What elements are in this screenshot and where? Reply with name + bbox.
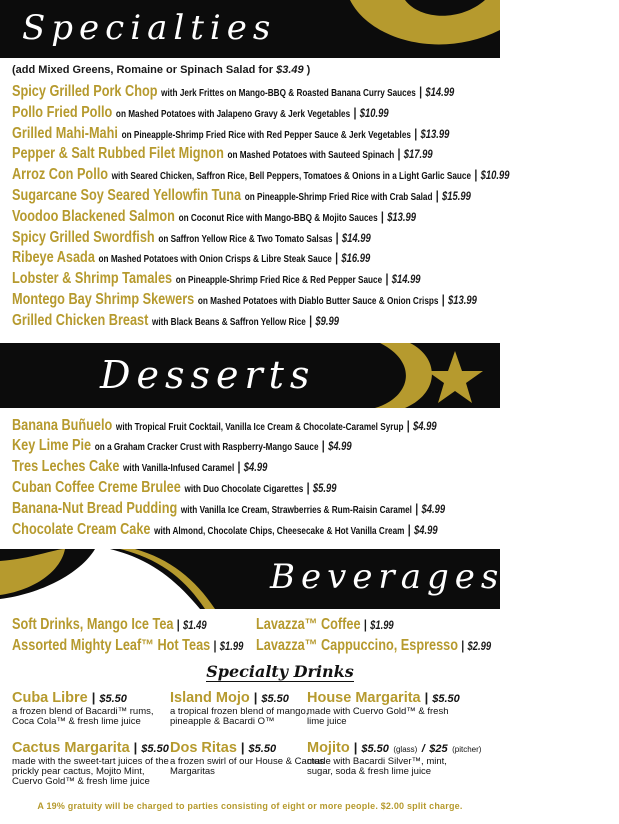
item-description: with Jerk Frittes on Mango-BBQ & Roasted Banana Curry Sauces [161, 88, 416, 99]
menu-item: Pollo Fried Pollo on Mashed Potatoes with Jalapeno Gravy & Jerk Vegetables | $10.99 [12, 103, 389, 121]
drink-item: Mojito | $5.50 (glass) / $25 (pitcher) made with Bacardi Silver™, mint, sugar, soda & fresh lime juice [307, 740, 482, 778]
drink-price-pitcher: $25 [429, 743, 448, 756]
item-description: on Pineapple-Shrimp Fried Rice & Red Pepper Sauce [175, 275, 383, 287]
item-name: Chocolate Cream Cake [12, 520, 151, 538]
item-price: $1.99 [219, 641, 244, 654]
item-price: $9.99 [315, 315, 340, 328]
item-price: $16.99 [341, 253, 371, 266]
specialties-title: Specialties [22, 8, 277, 48]
item-name: Voodoo Blackened Salmon [12, 207, 175, 225]
salad-note-close: ) [306, 64, 311, 76]
item-description: with Vanilla-Infused Caramel [123, 463, 235, 475]
gold-wave-icon [0, 549, 240, 609]
item-description: on Mashed Potatoes with Onion Crisps & Libre Steak Sauce [98, 254, 332, 266]
item-name: Ribeye Asada [12, 249, 95, 267]
desserts-header [0, 343, 500, 408]
item-name: Banana-Nut Bread Pudding [12, 499, 178, 517]
item-name: Cuban Coffee Creme Brulee [12, 478, 181, 496]
item-name: Pepper & Salt Rubbed Filet Mignon [12, 145, 224, 163]
item-name: Grilled Chicken Breast [12, 311, 149, 329]
desserts-title: Desserts [100, 352, 316, 397]
item-name: Pollo Fried Pollo [12, 103, 113, 121]
item-name: Banana Buñuelo [12, 416, 113, 434]
item-description: on Coconut Rice with Mango-BBQ & Mojito Sauces [178, 212, 378, 224]
item-price: $1.99 [370, 620, 394, 633]
specialty-drinks-header [0, 659, 500, 685]
drink-description: made with the sweet-tart juices of the prickly pear cactus, Mojito Mint, Cuervo Gold™ & fresh lime juice [12, 756, 169, 788]
menu-item: Cuban Coffee Creme Brulee with Duo Chocolate Cigarettes | $5.99 [12, 478, 337, 496]
gold-swirl-icon [310, 0, 500, 58]
menu-item: Spicy Grilled Pork Chop with Jerk Frittes on Mango-BBQ & Roasted Banana Curry Sauces | $14.99 [12, 83, 455, 100]
item-name: Lobster & Shrimp Tamales [12, 270, 173, 288]
item-price: $13.99 [447, 294, 477, 307]
item-description: on Pineapple-Shrimp Fried Rice with Crab Salad [244, 191, 433, 203]
specialty-drinks-list [0, 685, 500, 797]
item-name: Lavazza™ Cappuccino, Espresso [256, 637, 459, 655]
item-description: with Duo Chocolate Cigarettes [184, 483, 304, 495]
drink-description: a tropical frozen blend of mango, pineapple & Bacardi O™ [170, 706, 309, 728]
beverage-item: Assorted Mighty Leaf™ Hot Teas | $1.99 [12, 637, 244, 655]
item-description: with Black Beans & Saffron Yellow Rice [151, 316, 306, 328]
menu-item: Lobster & Shrimp Tamales on Pineapple-Shrimp Fried Rice & Red Pepper Sauce | $14.99 [12, 270, 421, 288]
item-description: with Seared Chicken, Saffron Rice, Bell Peppers, Tomatoes & Onions in a Light Garlic Sauce [111, 171, 472, 183]
drink-item: Island Mojo | $5.50 a tropical frozen blend of mango, pineapple & Bacardi O™ [170, 689, 330, 727]
drink-description: a frozen swirl of our House & Cactus Margaritas [170, 756, 325, 778]
item-price: $14.99 [425, 87, 455, 99]
drink-price: $5.50 [261, 693, 289, 706]
item-price: $5.99 [312, 482, 337, 495]
specialties-list [0, 78, 510, 332]
drink-item: Cuba Libre | $5.50 a frozen blend of Bacardi™ rums, Coca Cola™ & fresh lime juice [12, 689, 172, 727]
drink-price: $5.50 [432, 693, 460, 706]
menu-item: Banana Buñuelo with Tropical Fruit Cocktail, Vanilla Ice Cream & Chocolate-Caramel Syrup | $4.99 [12, 416, 437, 434]
item-price: $17.99 [403, 149, 433, 162]
drink-item: Cactus Margarita | $5.50 made with the sweet-tart juices of the prickly pear cactus, Mojito Mint, Cuervo Gold™ & fresh lime juice [12, 739, 172, 787]
item-name: Soft Drinks, Mango Ice Tea [12, 616, 174, 634]
item-price: $1.49 [183, 620, 207, 633]
drink-description: made with Cuervo Gold™ & fresh lime juice [307, 706, 449, 728]
menu-item: Sugarcane Soy Seared Yellowfin Tuna on Pineapple-Shrimp Fried Rice with Crab Salad | $15.99 [12, 186, 471, 204]
item-price: $4.99 [243, 462, 268, 475]
drink-item: Dos Ritas | $5.50 a frozen swirl of our House & Cactus Margaritas [170, 739, 330, 777]
item-name: Spicy Grilled Pork Chop [12, 83, 158, 100]
beverage-item: Lavazza™ Coffee | $1.99 [256, 616, 394, 634]
drink-name: Island Mojo [170, 690, 250, 707]
item-description: with Almond, Chocolate Chips, Cheesecake & Hot Vanilla Cream [154, 525, 405, 537]
item-name: Key Lime Pie [12, 437, 92, 455]
item-name: Spicy Grilled Swordfish [12, 228, 155, 246]
desserts-list [0, 408, 500, 541]
salad-note [12, 64, 500, 78]
drink-name: Dos Ritas [170, 740, 237, 757]
item-description: with Vanilla Ice Cream, Strawberries & Rum-Raisin Caramel [180, 504, 412, 516]
item-description: on Pineapple-Shrimp Fried Rice with Red Pepper Sauce & Jerk Vegetables [121, 129, 411, 141]
drink-description: made with Bacardi Silver™, mint, sugar, soda & fresh lime juice [307, 756, 447, 778]
item-price: $14.99 [341, 232, 371, 245]
menu-item: Montego Bay Shrimp Skewers on Mashed Potatoes with Diablo Butter Sauce & Onion Crisps | $13.99 [12, 290, 477, 308]
item-price: $15.99 [442, 190, 471, 203]
drink-name: House Margarita [307, 690, 421, 707]
item-price: $13.99 [420, 128, 450, 141]
beverages-header [0, 549, 505, 609]
item-name: Arroz Con Pollo [12, 166, 109, 184]
drink-name: Cactus Margarita [12, 740, 130, 757]
item-description: on Mashed Potatoes with Diablo Butter Sauce & Onion Crisps [197, 295, 439, 307]
menu-item: Tres Leches Cake with Vanilla-Infused Caramel | $4.99 [12, 458, 268, 476]
menu-item: Key Lime Pie on a Graham Cracker Crust with Raspberry-Mango Sauce | $4.99 [12, 437, 352, 455]
beverages-title: Beverages [270, 557, 505, 598]
drink-price: $5.50 [99, 693, 127, 706]
drink-price-pitcher-note: (pitcher) [452, 745, 482, 755]
item-price: $2.99 [467, 641, 492, 654]
moon-star-icon [360, 343, 500, 408]
drink-price: $5.50 [361, 743, 389, 756]
salad-note-price: $3.49 [276, 64, 304, 76]
item-name: Montego Bay Shrimp Skewers [12, 290, 195, 308]
drink-name: Cuba Libre [12, 690, 88, 707]
item-description: with Tropical Fruit Cocktail, Vanilla Ice Cream & Chocolate-Caramel Syrup [115, 421, 404, 433]
item-price: $10.99 [480, 170, 510, 183]
menu-item: Ribeye Asada on Mashed Potatoes with Onion Crisps & Libre Steak Sauce | $16.99 [12, 249, 371, 267]
item-name: Lavazza™ Coffee [256, 616, 361, 634]
item-price: $4.99 [421, 503, 446, 516]
item-description: on Saffron Yellow Rice & Two Tomato Salsas [158, 233, 333, 245]
item-name: Tres Leches Cake [12, 458, 120, 476]
item-price: $4.99 [413, 524, 438, 537]
menu-item: Spicy Grilled Swordfish on Saffron Yellow Rice & Two Tomato Salsas | $14.99 [12, 228, 371, 246]
drink-price-note: (glass) [393, 745, 418, 755]
item-price: $10.99 [359, 107, 389, 120]
beverage-item: Soft Drinks, Mango Ice Tea | $1.49 [12, 616, 207, 634]
item-description: on a Graham Cracker Crust with Raspberry-Mango Sauce [94, 442, 319, 454]
beverages-list [0, 615, 500, 659]
item-description: on Mashed Potatoes with Sauteed Spinach [227, 150, 395, 162]
menu-item: Grilled Mahi-Mahi on Pineapple-Shrimp Fried Rice with Red Pepper Sauce & Jerk Vegetables | $13.99 [12, 124, 450, 142]
drink-name: Mojito [307, 740, 350, 757]
item-price: $4.99 [413, 420, 437, 433]
item-price: $14.99 [391, 274, 421, 287]
item-price: $13.99 [387, 211, 417, 224]
menu-item: Banana-Nut Bread Pudding with Vanilla Ice Cream, Strawberries & Rum-Raisin Caramel | $4.99 [12, 499, 446, 517]
beverage-item: Lavazza™ Cappuccino, Espresso | $2.99 [256, 637, 492, 655]
menu-item: Chocolate Cream Cake with Almond, Chocolate Chips, Cheesecake & Hot Vanilla Cream | $4.99 [12, 520, 438, 538]
item-description: on Mashed Potatoes with Jalapeno Gravy & Jerk Vegetables [115, 108, 351, 120]
item-name: Grilled Mahi-Mahi [12, 124, 118, 142]
item-name: Assorted Mighty Leaf™ Hot Teas [12, 637, 211, 655]
menu-item: Pepper & Salt Rubbed Filet Mignon on Mashed Potatoes with Sauteed Spinach | $17.99 [12, 145, 433, 163]
salad-note-text: (add Mixed Greens, Romaine or Spinach Salad for [12, 64, 274, 76]
specialty-drinks-title: Specialty Drinks [206, 659, 354, 682]
gratuity-note: A 19% gratuity will be charged to parties consisting of eight or more people. $2.00 split charge. [37, 801, 463, 811]
menu-item: Grilled Chicken Breast with Black Beans & Saffron Yellow Rice | $9.99 [12, 311, 340, 329]
drink-price: $5.50 [141, 743, 169, 756]
menu-item: Voodoo Blackened Salmon on Coconut Rice with Mango-BBQ & Mojito Sauces | $13.99 [12, 207, 417, 225]
menu-item: Arroz Con Pollo with Seared Chicken, Saffron Rice, Bell Peppers, Tomatoes & Onions in a Light Garlic Sauce | $10.99 [12, 166, 510, 184]
item-price: $4.99 [328, 441, 352, 454]
drink-item: House Margarita | $5.50 made with Cuervo Gold™ & fresh lime juice [307, 689, 467, 727]
drink-price: $5.50 [248, 743, 277, 756]
item-name: Sugarcane Soy Seared Yellowfin Tuna [12, 186, 242, 204]
specialties-header [0, 0, 500, 58]
drink-description: a frozen blend of Bacardi™ rums, Coca Cola™ & fresh lime juice [12, 706, 154, 728]
